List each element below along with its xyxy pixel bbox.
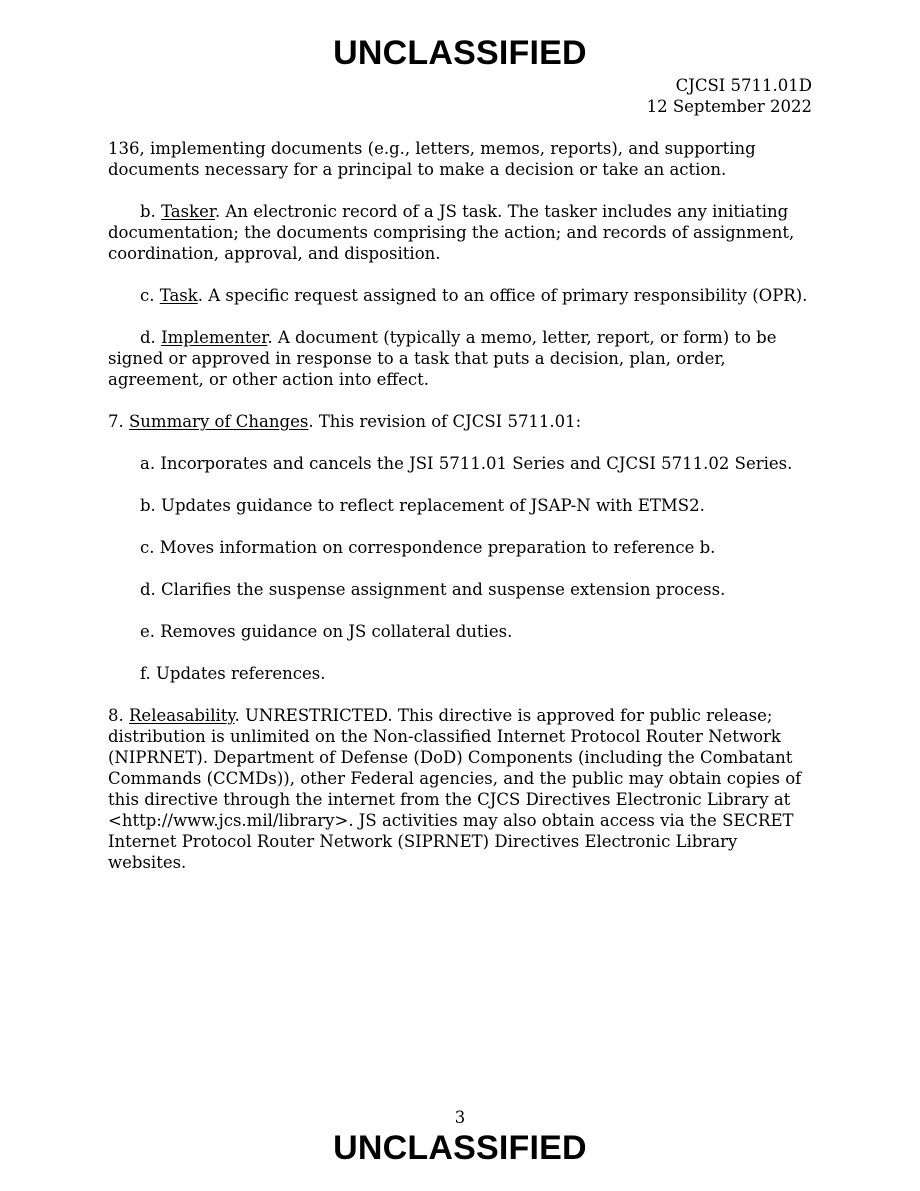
definition-marker: d. bbox=[140, 328, 156, 347]
change-item-d: d. Clarifies the suspense assignment and suspense extension process. bbox=[140, 580, 726, 599]
definition-marker: b. bbox=[140, 202, 156, 221]
section-7-summary-of-changes bbox=[108, 411, 820, 432]
document-date: 12 September 2022 bbox=[646, 97, 812, 116]
definition-text: . An electronic record of a JS task. The tasker includes any initiating documentation; the documents comprising the action; and records of assignment, coordination, approval, and disposition. bbox=[108, 202, 795, 263]
definition-text: . A specific request assigned to an office of primary responsibility (OPR). bbox=[197, 286, 808, 305]
change-item-f: f. Updates references. bbox=[140, 664, 326, 683]
definition-task bbox=[108, 285, 820, 306]
change-item-a: a. Incorporates and cancels the JSI 5711.01 Series and CJCSI 5711.02 Series. bbox=[140, 454, 793, 473]
paragraph-continuation: 136, implementing documents (e.g., letters, memos, reports), and supporting documents necessary for a principal to make a decision or take an action. bbox=[108, 139, 756, 179]
definition-term: Task bbox=[159, 286, 198, 305]
definition-term: Implementer bbox=[161, 328, 268, 347]
section-text: . UNRESTRICTED. This directive is approved for public release; distribution is unlimited on the Non-classified Internet Protocol Router Network (NIPRNET). Department of Defense (DoD) Components (including the Combatant Commands (CCMDs)), other Federal agencies, and the public may obtain copies of this directive through the internet from the CJCS Directives Electronic Library at <http://www.jcs.mil/library>. JS activities may also obtain access via the SECRET Internet Protocol Router Network (SIPRNET) Directives Electronic Library websites. bbox=[108, 706, 802, 872]
definition-marker: c. bbox=[140, 286, 155, 305]
change-item-c: c. Moves information on correspondence preparation to reference b. bbox=[140, 538, 716, 557]
section-heading: Releasability bbox=[129, 706, 235, 725]
section-number: 8. bbox=[108, 706, 124, 725]
definition-tasker bbox=[108, 201, 820, 264]
definition-term: Tasker bbox=[161, 202, 215, 221]
document-header bbox=[647, 75, 812, 117]
section-text: . This revision of CJCSI 5711.01: bbox=[308, 412, 582, 431]
document-id: CJCSI 5711.01D bbox=[675, 76, 812, 95]
definition-text: . A document (typically a memo, letter, report, or form) to be signed or approved in response to a task that puts a decision, plan, order, agreement, or other action into effect. bbox=[108, 328, 777, 389]
change-item-e: e. Removes guidance on JS collateral duties. bbox=[140, 622, 513, 641]
section-heading: Summary of Changes bbox=[129, 412, 309, 431]
change-item-b: b. Updates guidance to reflect replacement of JSAP-N with ETMS2. bbox=[140, 496, 705, 515]
classification-banner-bottom: UNCLASSIFIED bbox=[333, 1129, 587, 1167]
page-number: 3 bbox=[454, 1108, 466, 1127]
definition-implementer bbox=[108, 327, 820, 390]
document-body bbox=[108, 138, 820, 894]
classification-banner-top: UNCLASSIFIED bbox=[333, 34, 587, 72]
section-number: 7. bbox=[108, 412, 124, 431]
section-8-releasability bbox=[108, 705, 820, 873]
